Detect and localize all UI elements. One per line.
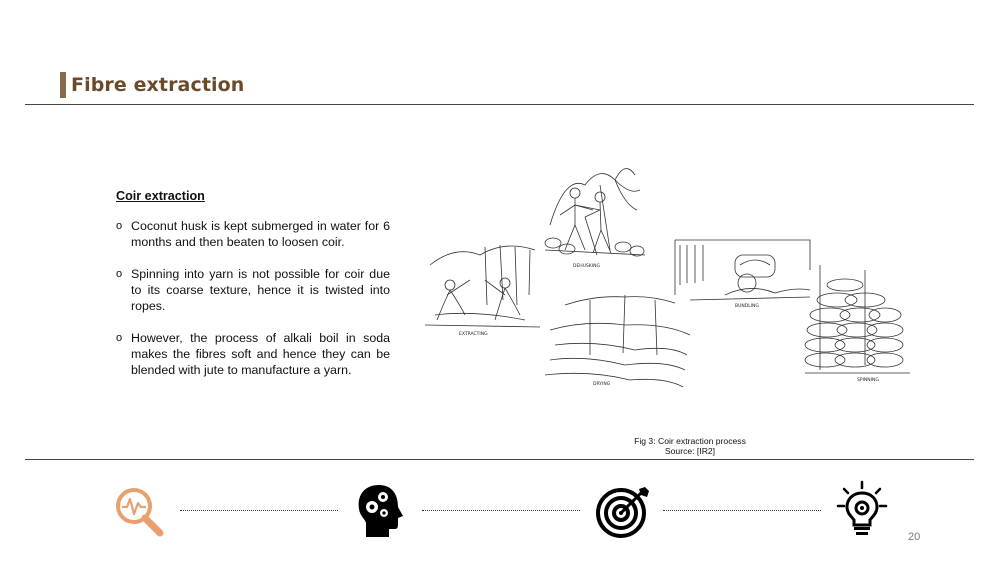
- bullet-marker: o: [116, 268, 123, 280]
- bullet-marker: o: [116, 220, 123, 232]
- target-icon: [595, 485, 651, 539]
- page-number: 20: [908, 531, 921, 543]
- label-drying: DRYING: [593, 382, 611, 387]
- spinning-scene: [805, 265, 910, 373]
- coir-text-block: [116, 188, 390, 394]
- bullet-item: [116, 266, 390, 314]
- coir-process-illustration: [425, 155, 920, 400]
- dotted-connector: [663, 510, 821, 511]
- bullet-text: However, the process of alkali boil in soda makes the fibres soft and hence they can be blended with jute to manufacture a yarn.: [131, 331, 390, 377]
- bundling-scene: [675, 240, 810, 300]
- bottom-divider: [25, 459, 974, 460]
- bullet-item: [116, 218, 390, 250]
- bullet-list: [116, 218, 390, 378]
- bullet-marker: o: [116, 332, 123, 344]
- bullet-item: [116, 330, 390, 378]
- label-spinning: SPINNING: [857, 378, 879, 383]
- lightbulb-gear-icon: [836, 480, 888, 540]
- page-title: Fibre extraction: [71, 74, 245, 96]
- figure-caption: [580, 436, 800, 456]
- extracting-scene: [425, 245, 540, 327]
- label-dehusking: DEHUSKING: [573, 264, 600, 269]
- top-divider: [25, 104, 974, 105]
- head-gears-icon: [355, 483, 405, 539]
- dotted-connector: [422, 510, 580, 511]
- caption-line: Fig 3: Coir extraction process: [634, 436, 746, 446]
- dotted-connector: [180, 510, 338, 511]
- bullet-text: Coconut husk is kept submerged in water for 6 months and then beaten to loosen coir.: [131, 219, 390, 249]
- title-accent-bar: [60, 72, 66, 98]
- section-heading: Coir extraction: [116, 189, 205, 203]
- analysis-magnifier-icon: [110, 482, 168, 540]
- caption-source: Source: [IR2]: [664, 446, 716, 456]
- label-extracting: EXTRACTING: [459, 332, 488, 337]
- dehusking-scene: [545, 169, 645, 256]
- label-bundling: BUNDLING: [735, 304, 759, 309]
- drying-scene: [545, 295, 690, 387]
- bullet-text: Spinning into yarn is not possible for coir due to its coarse texture, hence it is twisted into ropes.: [131, 267, 390, 313]
